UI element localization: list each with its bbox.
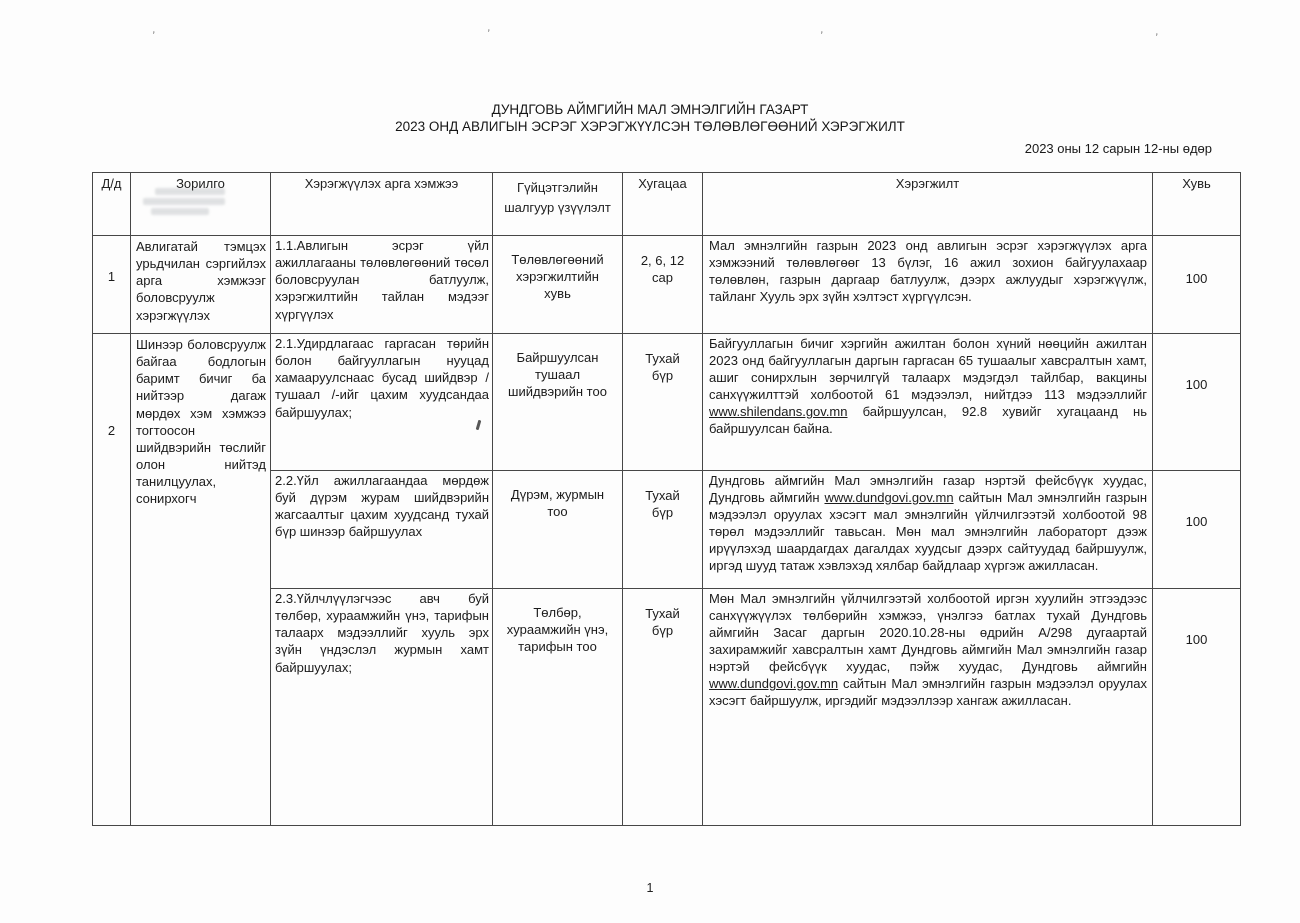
row2-number: 2 [93,334,131,826]
row2-goal: Шинээр боловсруулж байгаа бодлогын баримт бичиг ба нийтээр дагаж мөрдөх хэм хэмжээ тогтоосон шийдвэрийн төслийг олон нийтэд танилцуулах, сонирхогч [131,334,271,826]
header-period: Хугацаа [623,173,703,236]
row2-1-implementation [703,334,1153,471]
row2-1-criteria: Байршуулсан тушаал шийдвэрийн тоо [493,334,623,471]
row2-2-implementation [703,471,1153,589]
row1-implementation: Мал эмнэлгийн газрын 2023 онд авлигын эсрэг хэрэгжүүлэх арга хэмжээний төлөвлөгөөг 13 бүлэг, 16 ажил зохион байгуулахаар төлөвлөн, газрын даргаар батлуулж, дээрх ажлуудыг хэрэгжүүлж, тайланг Хууль эрх зүйн хэлтэст хүргүүлсэн. [703,236,1153,334]
header-implementation: Хэрэгжилт [703,173,1153,236]
dundgovi-link: www.dundgovi.gov.mn [709,676,839,692]
row2-3-percent: 100 [1153,589,1241,826]
header-no: Д/д [93,173,131,236]
row2-3-measure: 2.3.Үйлчлүүлэгчээс авч буй төлбөр, хураамжийн үнэ, тарифын талаарх мэдээллийг хууль эрх зүйн үндэслэл журмын хамт байршуулах; [271,589,493,826]
scan-artifact-mark: ’ [151,29,156,43]
row2-1-impl-text: Байгууллагын бичиг хэргийн ажилтан болон хүний нөөцийн ажилтан 2023 онд байгууллагын даргын гаргасан 65 тушаалыг хавсралтын хамт, ашиг сонирхлын зөрчилгүй талаарх мэдэгдэл тайлбар, вакцины санхүүжилттэй холбоотой 61 мэдээлэл, нийтдээ 113 мэдээллийг [709,336,1147,403]
implementation-table [92,172,1241,826]
row2-3-implementation [703,589,1153,826]
document-title-line1: ДУНДГОВЬ АЙМГИЙН МАЛ ЭМНЭЛГИЙН ГАЗАРТ [491,102,809,117]
document-date: 2023 оны 12 сарын 12-ны өдөр [1024,141,1212,156]
row2-3-impl-text-after: сайтын Мал эмнэлгийн газрын мэдээлэл оруулах хэсэгт байршуулж, иргэдийг мэдээллээр хангаж ажилласан. [709,676,1147,709]
row2-1-percent: 100 [1153,334,1241,471]
row2-2-period: Тухай бүр [623,471,703,589]
document-title-line2: 2023 ОНД АВЛИГЫН ЭСРЭГ ХЭРЭГЖҮҮЛСЭН ТӨЛӨВЛӨГӨӨНИЙ ХЭРЭГЖИЛТ [395,119,905,134]
row2-2-percent: 100 [1153,471,1241,589]
row2-1-period: Тухай бүр [623,334,703,471]
header-goal: Зорилго [131,173,271,236]
row1-percent: 100 [1153,236,1241,334]
scan-artifact-mark: ’ [486,27,491,41]
row2-3-period: Тухай бүр [623,589,703,826]
shilendans-link: www.shilendans.gov.mn [709,404,848,420]
row2-2-impl-text: Дундговь аймгийн Мал эмнэлгийн газар нэртэй фейсбүүк хуудас, Дундговь аймгийн [709,473,1147,506]
row2-3-criteria: Төлбөр, хураамжийн үнэ, тарифын тоо [493,589,623,826]
row2-1-impl-text-after: байршуулсан, 92.8 хувийг хугацаанд нь байршуулсан байна. [709,404,1147,437]
row1-measure: 1.1.Авлигын эсрэг үйл ажиллагааны төлөвлөгөөний төсөл боловсруулан батлуулж, хэрэгжилтийн тайлан мэдээг хүргүүлэх [271,236,493,334]
table-row-2-1 [93,334,1241,471]
row1-period: 2, 6, 12 сар [623,236,703,334]
table-row-1 [93,236,1241,334]
scan-artifact-mark: ’ [819,29,824,43]
row2-2-measure: 2.2.Үйл ажиллагаандаа мөрдөж буй дүрэм журам шийдвэрийн жагсаалтыг цахим хуудсанд тухай бүр шинээр байршуулах [271,471,493,589]
header-criteria: Гүйцэтгэлийн шалгуур үзүүлэлт [493,173,623,236]
header-measure: Хэрэгжүүлэх арга хэмжээ [271,173,493,236]
row2-3-impl-text: Мөн Мал эмнэлгийн үйлчилгээтэй холбоотой иргэн хуулийн этгээдээс санхүүжүүлэх төлбөрийн хэмжээ, үнэлгээ батлах тухай Дундговь аймгийн Засаг даргын 2020.10.28-ны өдрийн А/298 дугаартай захирамжийг хавсралтын хамт Дундговь аймгийн Мал эмнэлгийн газар нэртэй фейсбүүк хуудас, пэйж хуудас, Дундговь аймгийн [709,591,1147,675]
row1-number: 1 [93,236,131,334]
row2-2-impl-text-after: сайтын Мал эмнэлгийн газрын мэдээлэл оруулах хэсэгт мал эмнэлгийн үйлчилгээтэй холбоотой 98 төрөл мэдээллийг тавьсан. Мөн мал эмнэлгийн лабораторт дээж ирүүлэхэд шаардагдах дагалдах хуудсыг дээрх сайтуудад байршуулж, иргэд шууд татаж хэвлэхэд хялбар байдлаар хүргэж ажилласан. [709,490,1147,574]
header-percent: Хувь [1153,173,1241,236]
row2-1-measure: 2.1.Удирдлагаас гаргасан төрийн болон байгууллагын нууцад хамааруулснаас бусад шийдвэр / тушаал /-ийг цахим хуудсандаа байршуулах; [271,334,493,471]
row1-criteria: Төлөвлөгөөний хэрэгжилтийн хувь [493,236,623,334]
page-number: 1 [646,881,654,895]
row2-2-criteria: Дүрэм, журмын тоо [493,471,623,589]
row1-goal: Авлигатай тэмцэх урьдчилан сэргийлэх арга хэмжээг боловсруулж хэрэгжүүлэх [131,236,271,334]
document-title [0,101,1300,135]
table-header-row [93,173,1241,236]
scan-artifact-mark: ’ [1154,31,1159,45]
dundgovi-link: www.dundgovi.gov.mn [824,490,954,506]
